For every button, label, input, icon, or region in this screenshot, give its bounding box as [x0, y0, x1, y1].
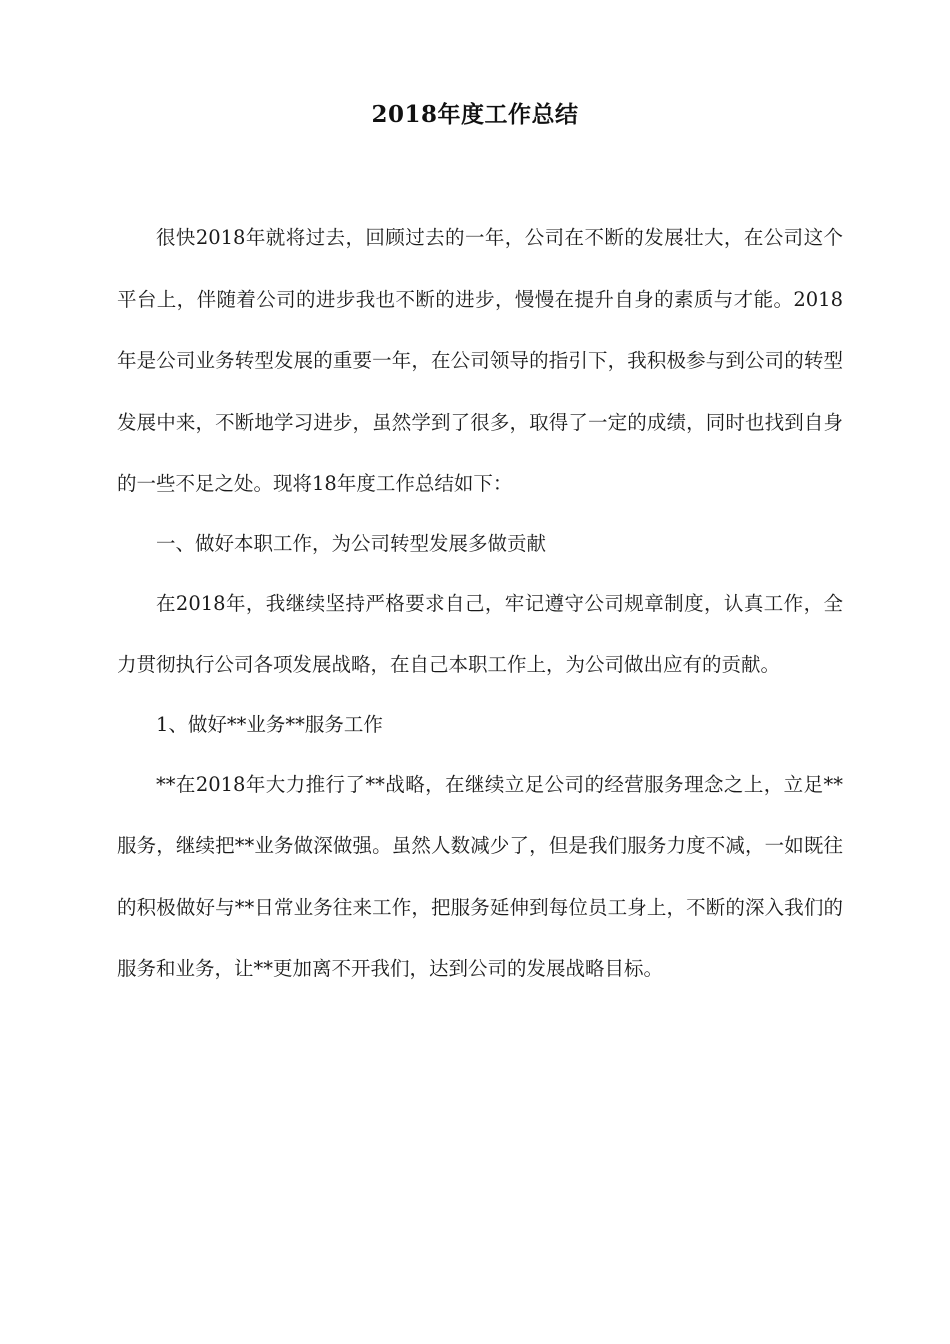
subsection-heading-1: 1、做好**业务**服务工作	[156, 712, 383, 736]
paragraph-section-1: 在2018年，我继续坚持严格要求自己，牢记遵守公司规章制度，认真工作，全力贯彻执行公司各项发展战略，在自己本职工作上，为公司做出应有的贡献。	[117, 591, 843, 676]
document-title: 2018年度工作总结	[371, 101, 579, 128]
paragraph-subsection-1: **在2018年大力推行了**战略，在继续立足公司的经营服务理念之上，立足**服务，继续把**业务做深做强。虽然人数减少了，但是我们服务力度不减，一如既往的积极做好与**日常业务往来工作，把服务延伸到每位员工身上，不断的深入我们的服务和业务，让**更加离不开我们，达到公司的发展战略目标。	[117, 772, 843, 980]
paragraph-intro: 很快2018年就将过去，回顾过去的一年，公司在不断的发展壮大，在公司这个平台上，伴随着公司的进步我也不断的进步，慢慢在提升自身的素质与才能。2018年是公司业务转型发展的重要一年，在公司领导的指引下，我积极参与到公司的转型发展中来，不断地学习进步，虽然学到了很多，取得了一定的成绩，同时也找到自身的一些不足之处。现将18年度工作总结如下：	[117, 226, 843, 495]
document-body	[117, 207, 843, 1000]
section-heading-1: 一、做好本职工作，为公司转型发展多做贡献	[156, 531, 547, 555]
